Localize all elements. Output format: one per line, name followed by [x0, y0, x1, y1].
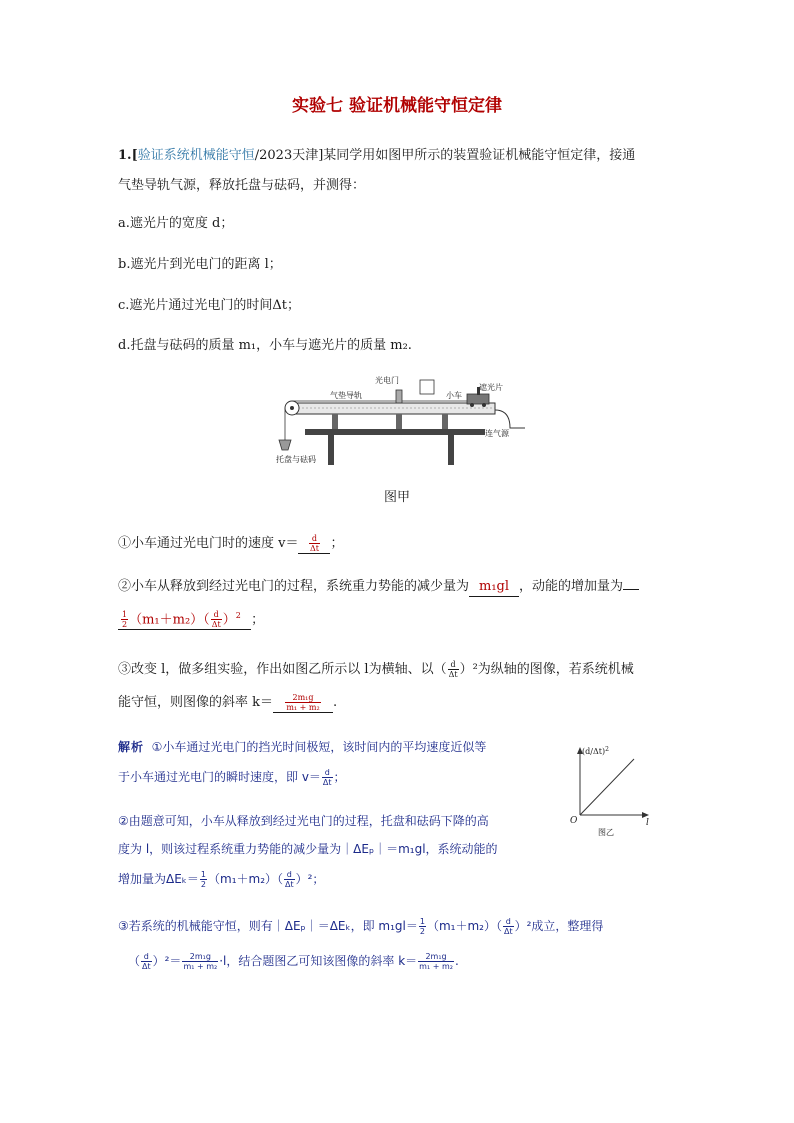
answer-blank-slope: $\frac{\text{2m₁g}}{\text{m₁ + m₂}}$ [273, 693, 333, 713]
air-hose [495, 410, 525, 428]
item-c: c.遮光片通过光电门的时间Δt； [118, 298, 301, 313]
apparatus-figure [270, 370, 530, 470]
part-3-line2: 能守恒，则图像的斜率 k＝ $\frac{\text{2m₁g}}{\text{m₁ + m₂}}$ . [118, 693, 338, 712]
answer-blank-kinetic: $\frac{1}{2}$ （m₁＋m₂）（ $\frac{d}{\Delta t}$ ）$^2$ [118, 607, 251, 630]
question-number: 1.[ [118, 148, 138, 163]
table-top [305, 429, 485, 435]
answer-blank-potential: m₁gl [469, 578, 519, 597]
cart [467, 394, 489, 404]
graph-yi [566, 745, 656, 840]
page-title: 实验七 验证机械能守恒定律 [292, 96, 502, 116]
graph-ylabel: $(d/\Delta t)^2$ [582, 746, 609, 756]
part-2-line1: ②小车从释放到经过光电门的过程，系统重力势能的减少量为 m₁gl ，动能的增加量为 [118, 578, 639, 597]
item-a: a.遮光片的宽度 d； [118, 216, 234, 231]
solution-line7: （ $\frac{d}{\Delta t}$ ）²＝ $\frac{\text{2m₁g}}{\text{m₁ + m₂}}$ ·l，结合题图乙可知该图像的斜率 k＝ $\frac{\text{2m₁g}}{\text{m₁ + m₂}}$ . [128, 952, 459, 971]
part-1: ①小车通过光电门时的速度 v＝ $\frac{d}{\Delta t}$ ； [118, 534, 344, 553]
solution-line4: 度为 l，则该过程系统重力势能的减少量为｜ΔEₚ｜＝m₁gl，系统动能的 [118, 842, 498, 856]
question-stem-line1 [118, 147, 635, 165]
graph-caption: 图乙 [598, 828, 614, 837]
graph-xlabel: l [646, 818, 649, 828]
part-3-line1: ③改变 l，做多组实验，作出如图乙所示以 l为横轴、以（ $\frac{d}{\Delta t}$ ）²为纵轴的图像，若系统机械 [118, 660, 634, 679]
label-air-source: 连气源 [485, 429, 509, 438]
label-air-track: 气垫导轨 [330, 391, 362, 400]
label-tray: 托盘与砝码 [276, 455, 316, 464]
question-stem-line2: 气垫导轨气源，释放托盘与砝码，并测得： [118, 178, 366, 193]
solution-line2: 于小车通过光电门的瞬时速度，即 v＝ $\frac{d}{\Delta t}$ ； [118, 768, 346, 787]
item-b: b.遮光片到光电门的距离 l； [118, 257, 282, 272]
figure-caption: 图甲 [384, 490, 411, 505]
label-shade: 遮光片 [479, 383, 503, 392]
solution-label: 解析 [118, 740, 145, 754]
label-cart: 小车 [446, 391, 462, 400]
item-d: d.托盘与砝码的质量 m₁，小车与遮光片的质量 m₂. [118, 338, 412, 353]
solution-line1: 解析 ①小车通过光电门的挡光时间极短，该时间内的平均速度近似等 [118, 740, 487, 754]
topic-tag[interactable]: 验证系统机械能守恒 [137, 148, 255, 163]
photogate [396, 390, 402, 403]
solution-line5: 增加量为ΔEₖ＝ $\frac{1}{2}$ （m₁＋m₂）（ $\frac{d}{\Delta t}$ ）²； [118, 870, 325, 889]
graph-line [580, 759, 634, 815]
question-source: /2023天津]某同学用如图甲所示的装置验证机械能守恒定律，接通 [254, 148, 636, 163]
tray-weight [279, 440, 291, 450]
label-photogate: 光电门 [375, 376, 399, 385]
solution-line6: ③若系统的机械能守恒，则有｜ΔEₚ｜＝ΔEₖ，即 m₁gl＝ $\frac{1}{2}$ （m₁＋m₂）（ $\frac{d}{\Delta t}$ ）²成立，整理得 [118, 917, 604, 936]
answer-blank-velocity: $\frac{d}{\Delta t}$ [298, 534, 330, 554]
air-track [290, 403, 495, 414]
solution-line3: ②由题意可知，小车从释放到经过光电门的过程，托盘和砝码下降的高 [118, 814, 489, 828]
part-2-line2: $\frac{1}{2}$ （m₁＋m₂）（ $\frac{d}{\Delta t}$ ）$^2$ ； [118, 607, 264, 630]
graph-origin: O [570, 816, 578, 826]
